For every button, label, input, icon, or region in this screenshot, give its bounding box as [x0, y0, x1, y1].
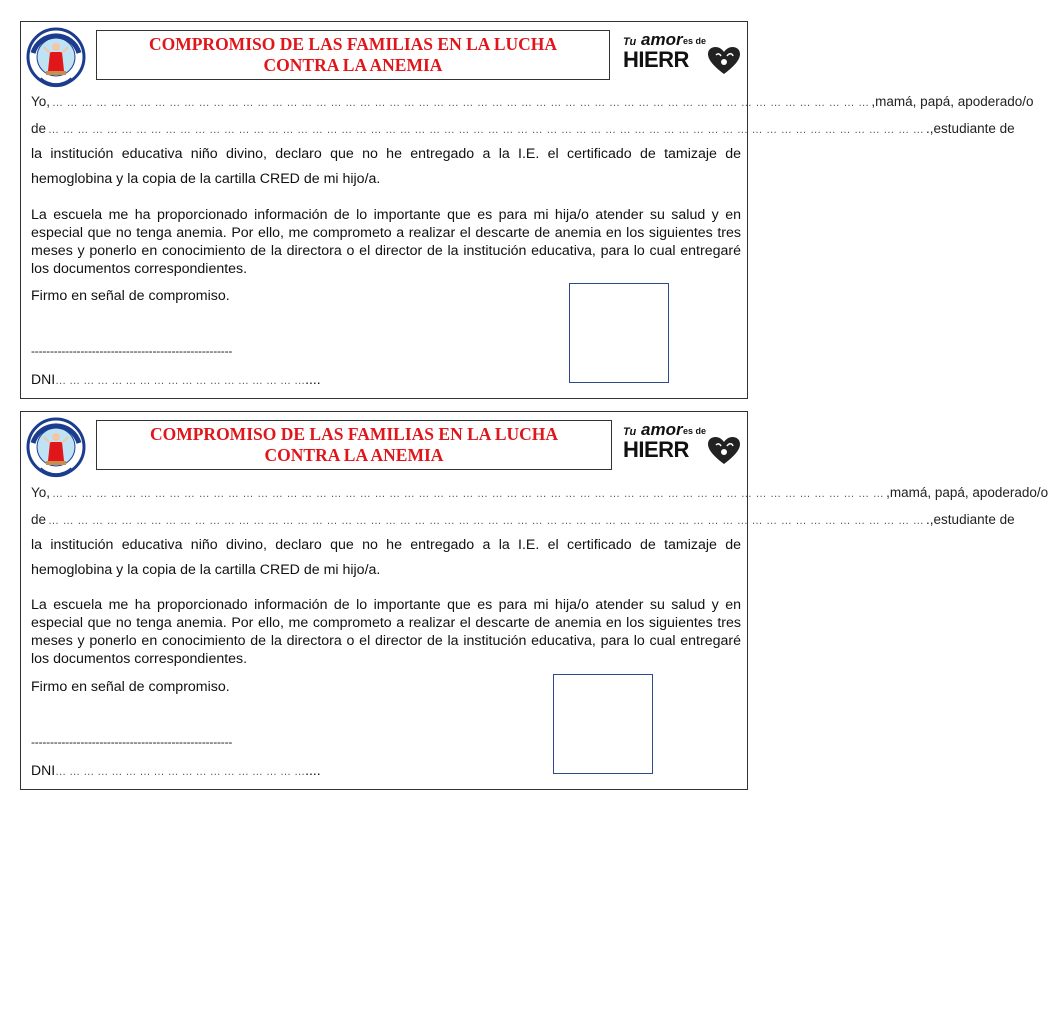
school-info-text: La escuela me ha proporcionado información de lo importante que es para mi hija/o atender su salud y en especial que no tenga anemia. Por ello, me comprometo a realizar el descarte de anemia en los siguientes tres meses y ponerlo en conocimiento de la directora o el director de la institución educativa, para lo cual entregaré los documentos correspondientes. [31, 597, 741, 667]
student-name-blank[interactable]: … … … … … … … … … … … … … … … … … … … … … … … … … … … … … … … … … … … … … … … … … … … … … … … … … … … … … … … … … … … … [48, 515, 925, 527]
form-title-line-1: COMPROMISO DE LAS FAMILIAS EN LA LUCHA [148, 34, 558, 54]
school-emblem-icon [26, 25, 86, 89]
student-name-line[interactable] [31, 512, 1015, 527]
commitment-form-card [20, 21, 1034, 399]
dni-blank[interactable]: … … … … … … … … … … … … … … … … … … [55, 766, 306, 778]
parent-name-blank[interactable]: … … … … … … … … … … … … … … … … … … … … … … … … … … … … … … … … … … … … … … … … … … … … … … … … … … … … … … … … … [52, 488, 885, 500]
signature-label: Firmo en señal de compromiso. [31, 288, 230, 304]
dni-line[interactable] [31, 371, 321, 387]
fingerprint-box[interactable] [569, 283, 669, 383]
commitment-form-card [20, 411, 1048, 790]
student-role-label: .,estudiante de [926, 121, 1015, 136]
form-title-line-2: CONTRA LA ANEMIA [264, 445, 444, 465]
parent-name-label: Yo, [31, 94, 51, 109]
parent-name-label: Yo, [31, 485, 51, 500]
dni-tail: .... [305, 371, 321, 387]
campaign-hierro: HIERR [623, 47, 689, 72]
school-emblem-icon [26, 415, 86, 479]
campaign-logo [621, 422, 745, 462]
student-name-line[interactable] [31, 121, 1015, 136]
dni-label: DNI [31, 762, 56, 778]
parent-role-label: ,mamá, papá, apoderado/o [886, 485, 1048, 500]
campaign-es-de: es de [683, 36, 707, 46]
signature-line[interactable]: ----------------------------------------------------- [31, 344, 233, 358]
dni-label: DNI [31, 371, 56, 387]
campaign-logo [621, 32, 745, 72]
campaign-tu: Tu [623, 426, 637, 438]
parent-name-line[interactable] [31, 485, 1048, 500]
form-title [96, 420, 612, 470]
parent-name-line[interactable] [31, 94, 1034, 109]
heart-icon [707, 436, 741, 466]
school-info-text: La escuela me ha proporcionado información de lo importante que es para mi hija/o atender su salud y en especial que no tenga anemia. Por ello, me comprometo a realizar el descarte de anemia en los siguientes tres meses y ponerlo en conocimiento de la directora o el director de la institución educativa, para lo cual entregaré los documentos correspondientes. [31, 207, 741, 277]
campaign-amor: amor [641, 30, 683, 49]
campaign-tu: Tu [623, 36, 637, 48]
signature-line[interactable]: ----------------------------------------------------- [31, 735, 233, 749]
declaration-text: la institución educativa niño divino, declaro que no he entregado a la I.E. el certificado de tamizaje de hemoglobina y la copia de la cartilla CRED de mi hijo/a. [31, 146, 741, 187]
campaign-amor: amor [641, 420, 683, 439]
dni-tail: .... [305, 762, 321, 778]
dni-blank[interactable]: … … … … … … … … … … … … … … … … … … [55, 375, 306, 387]
student-name-label: de [31, 512, 47, 527]
student-name-label: de [31, 121, 47, 136]
heart-icon [707, 46, 741, 76]
fingerprint-box[interactable] [553, 674, 653, 774]
campaign-hierro: HIERR [623, 437, 689, 462]
student-role-label: .,estudiante de [926, 512, 1015, 527]
student-name-blank[interactable]: … … … … … … … … … … … … … … … … … … … … … … … … … … … … … … … … … … … … … … … … … … … … … … … … … … … … … … … … … … … … [48, 124, 925, 136]
parent-role-label: ,mamá, papá, apoderado/o [871, 94, 1034, 109]
form-title-line-1: COMPROMISO DE LAS FAMILIAS EN LA LUCHA [149, 424, 559, 444]
parent-name-blank[interactable]: … … … … … … … … … … … … … … … … … … … … … … … … … … … … … … … … … … … … … … … … … … … … … … … … … … … … … … … … [52, 97, 870, 109]
dni-line[interactable] [31, 762, 321, 778]
form-title [96, 30, 610, 80]
declaration-text: la institución educativa niño divino, declaro que no he entregado a la I.E. el certificado de tamizaje de hemoglobina y la copia de la cartilla CRED de mi hijo/a. [31, 537, 741, 578]
form-title-line-2: CONTRA LA ANEMIA [263, 55, 443, 75]
signature-label: Firmo en señal de compromiso. [31, 679, 230, 695]
campaign-es-de: es de [683, 426, 707, 436]
